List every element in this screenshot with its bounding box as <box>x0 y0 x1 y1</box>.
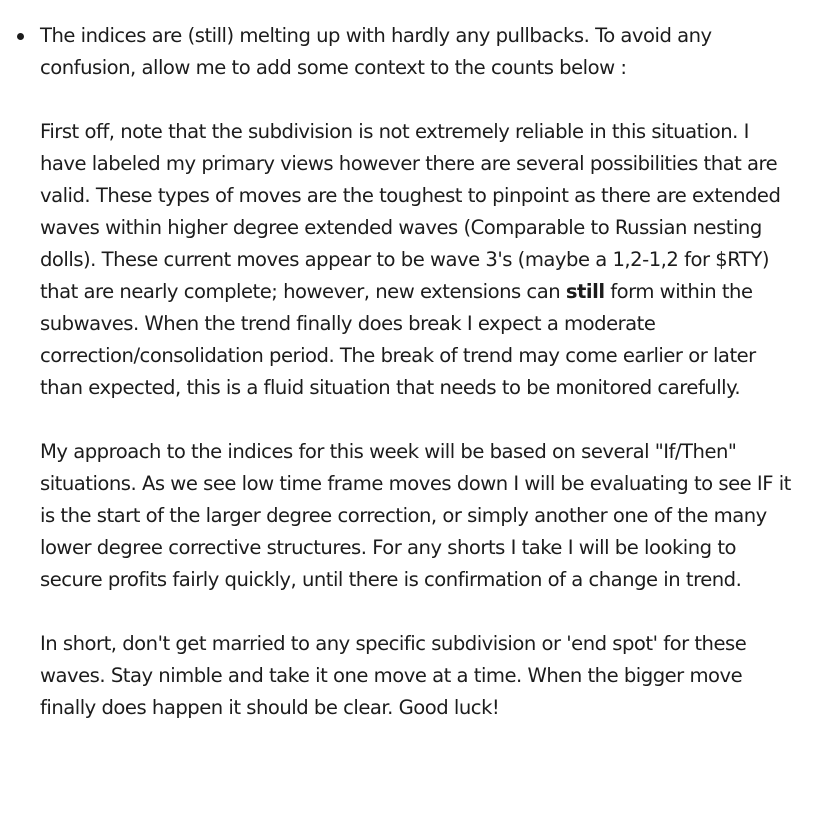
bullet-list <box>0 20 826 724</box>
list-item <box>40 20 800 724</box>
intro-paragraph: The indices are (still) melting up with hardly any pullbacks. To avoid any confusion, allow me to add some context to the counts below : <box>40 24 712 79</box>
emphasis-still: still <box>565 280 605 303</box>
approach-paragraph: My approach to the indices for this week will be based on several "If/Then" situations. As we see low time frame moves down I will be evaluating to see IF it is the start of the larger degree correction, or simply another one of the many lower degree corrective structures. For any shorts I take I will be looking to secure profits fairly quickly, until there is confirmation of a change in trend. <box>40 440 791 591</box>
bullet-dot-icon <box>17 33 24 40</box>
conclusion-paragraph: In short, don't get married to any specific subdivision or 'end spot' for these waves. Stay nimble and take it one move at a time. When the bigger move finally does happen it should be clear. Good luck! <box>40 632 747 719</box>
post-body <box>0 20 826 724</box>
subdivision-paragraph <box>40 116 800 404</box>
subdivision-text-start: First off, note that the subdivision is not extremely reliable in this situation. I have labeled my primary views however there are several possibilities that are valid. These types of moves are the toughest to pinpoint as there are extended waves within higher degree extended waves (Comparable to Russian nesting dolls). These current moves appear to be wave 3's (maybe a 1,2-1,2 for $RTY) that are nearly complete; however, new extensions can <box>40 120 781 303</box>
subdivision-text-end: form within the subwaves. When the trend finally does break I expect a moderate correction/consolidation period. The break of trend may come earlier or later than expected, this is a fluid situation that needs to be monitored carefully. <box>40 280 756 399</box>
